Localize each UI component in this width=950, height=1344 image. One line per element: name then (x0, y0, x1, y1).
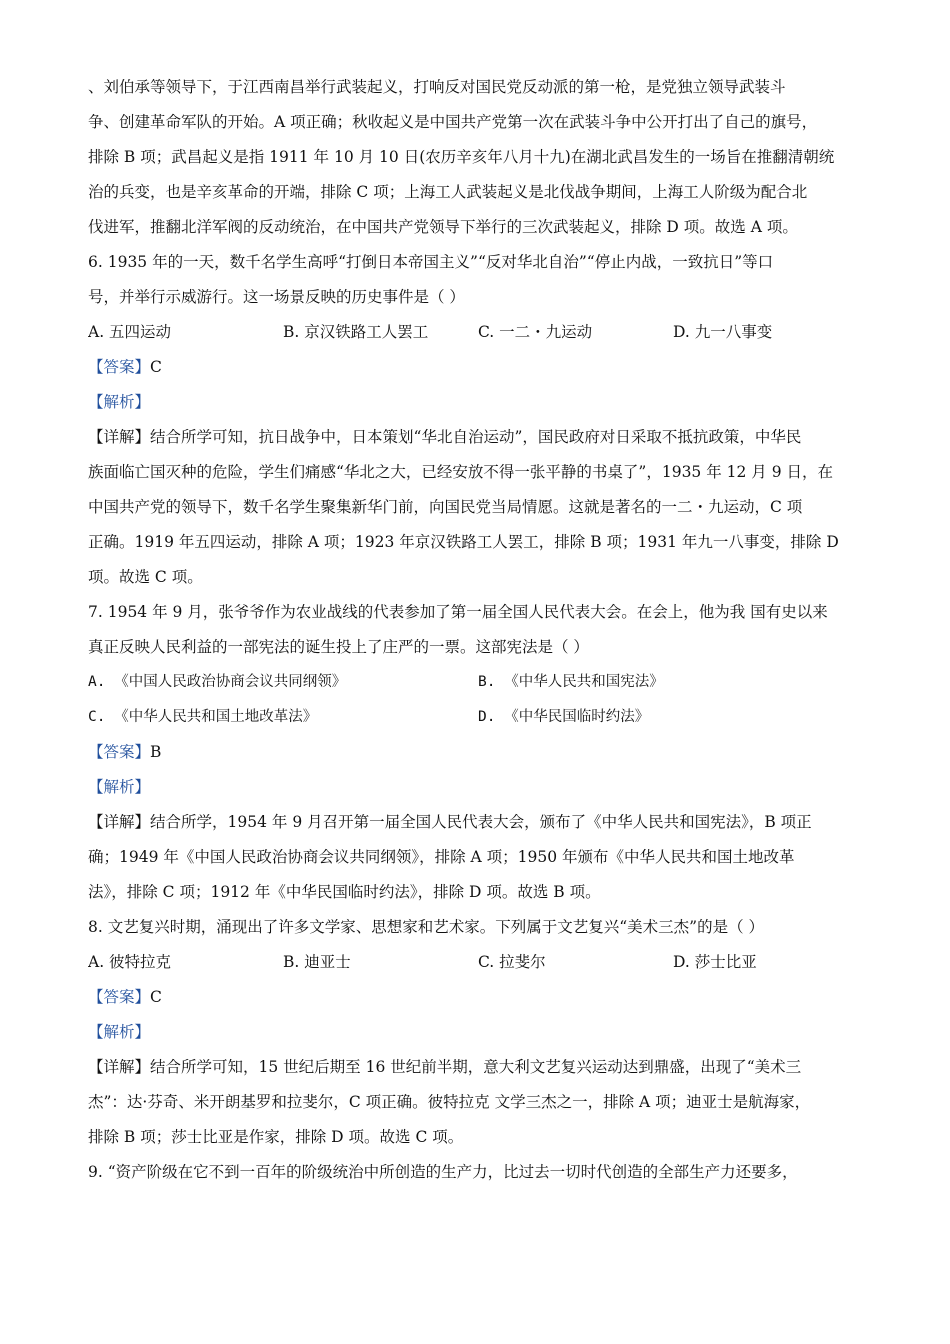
question-7 (88, 595, 868, 910)
detail-tag: 【详解】 (88, 1058, 151, 1076)
detail-line: 法》，排除 C 项；1912 年《中华民国临时约法》，排除 D 项。故选 B 项。 (88, 883, 601, 901)
answer-line (88, 980, 868, 1015)
question-9 (88, 1155, 868, 1190)
answer-value: C (150, 358, 162, 376)
question-stem: 6. 1935 年的一天，数千名学生高呼“打倒日本帝国主义”“反对华北自治”“停止内战，一致抗日”等口 (88, 253, 774, 271)
question-stem: 8. 文艺复兴时期，涌现出了许多文学家、思想家和艺术家。下列属于文艺复兴“美术三杰”的是（ ） (88, 918, 764, 936)
detail-text: 结合所学，1954 年 9 月召开第一届全国人民代表大会，颁布了《中华人民共和国宪法》，B 项正 (150, 813, 812, 831)
options-row (88, 665, 868, 700)
options-row (88, 315, 868, 350)
option-a: A. 五四运动 (88, 323, 172, 341)
options-row (88, 700, 868, 735)
text-line: 治的兵变，也是辛亥革命的开端，排除 C 项；上海工人武装起义是北伐战争期间，上海工人阶级为配合北 (88, 183, 808, 201)
analysis-tag: 【解析】 (88, 1023, 151, 1041)
answer-tag: 【答案】 (88, 743, 151, 761)
detail-text: 结合所学可知，抗日战争中，日本策划“华北自治运动”，国民政府对日采取不抵抗政策，中华民 (150, 428, 802, 446)
detail-line (88, 1050, 868, 1085)
detail-line: 族面临亡国灭种的危险，学生们痛感“华北之大，已经安放不得一张平静的书桌了”，1935 年 12 月 9 日，在 (88, 463, 834, 481)
answer-value: B (150, 743, 162, 761)
answer-tag: 【答案】 (88, 358, 151, 376)
detail-line: 杰”：达·芬奇、米开朗基罗和拉斐尔，C 项正确。彼特拉克 文学三杰之一，排除 A 项；迪亚士是航海家， (88, 1093, 811, 1111)
detail-tag: 【详解】 (88, 813, 151, 831)
detail-line: 排除 B 项；莎士比亚是作家，排除 D 项。故选 C 项。 (88, 1128, 464, 1146)
answer-tag: 【答案】 (88, 988, 151, 1006)
question-stem: 号，并举行示威游行。这一场景反映的历史事件是（ ） (88, 288, 465, 306)
detail-line (88, 805, 868, 840)
answer-line (88, 735, 868, 770)
analysis-tag: 【解析】 (88, 393, 151, 411)
option-a: A. 彼特拉克 (88, 953, 172, 971)
detail-line: 项。故选 C 项。 (88, 568, 203, 586)
document-page (88, 70, 868, 1190)
answer-value: C (150, 988, 162, 1006)
option-b: B. 迪亚士 (283, 953, 351, 971)
answer-line (88, 350, 868, 385)
option-d: D. 莎士比亚 (673, 953, 757, 971)
text-line: 争、创建革命军队的开始。A 项正确；秋收起义是中国共产党第一次在武装斗争中公开打出了自己的旗号， (88, 113, 818, 131)
question-stem: 7. 1954 年 9 月，张爷爷作为农业战线的代表参加了第一届全国人民代表大会。在会上，他为我 国有史以来 (88, 603, 828, 621)
option-d: D. 《中华民国临时约法》 (478, 709, 650, 725)
question-stem: 9. “资产阶级在它不到一百年的阶级统治中所创造的生产力，比过去一切时代创造的全部生产力还要多， (88, 1163, 798, 1181)
detail-line: 确；1949 年《中国人民政治协商会议共同纲领》，排除 A 项；1950 年颁布《中华人民共和国土地改革 (88, 848, 795, 866)
option-d: D. 九一八事变 (673, 323, 773, 341)
option-c: C. 拉斐尔 (478, 953, 546, 971)
question-8 (88, 910, 868, 1155)
detail-line (88, 420, 868, 455)
detail-tag: 【详解】 (88, 428, 151, 446)
detail-text: 结合所学可知，15 世纪后期至 16 世纪前半期，意大利文艺复兴运动达到鼎盛，出现了“美术三 (150, 1058, 802, 1076)
option-c: C. 一二・九运动 (478, 323, 593, 341)
detail-line: 正确。1919 年五四运动，排除 A 项；1923 年京汉铁路工人罢工，排除 B 项；1931 年九一八事变，排除 D (88, 533, 839, 551)
question-6 (88, 245, 868, 595)
q5-explanation-tail (88, 70, 868, 245)
question-stem: 真正反映人民利益的一部宪法的诞生投上了庄严的一票。这部宪法是（ ） (88, 638, 589, 656)
text-line: 、刘伯承等领导下，于江西南昌举行武装起义，打响反对国民党反动派的第一枪，是党独立领导武装斗 (88, 78, 786, 96)
text-line: 伐进军，推翻北洋军阀的反动统治，在中国共产党领导下举行的三次武装起义，排除 D 项。故选 A 项。 (88, 218, 798, 236)
option-a: A. 《中国人民政治协商会议共同纲领》 (88, 674, 347, 690)
detail-line: 中国共产党的领导下，数千名学生聚集新华门前，向国民党当局情愿。这就是著名的一二・九运动，C 项 (88, 498, 803, 516)
text-line: 排除 B 项；武昌起义是指 1911 年 10 月 10 日(农历辛亥年八月十九)在湖北武昌发生的一场旨在推翻清朝统 (88, 148, 835, 166)
options-row (88, 945, 868, 980)
option-b: B. 《中华人民共和国宪法》 (478, 674, 664, 690)
option-b: B. 京汉铁路工人罢工 (283, 323, 429, 341)
option-c: C. 《中华人民共和国土地改革法》 (88, 709, 318, 725)
analysis-tag: 【解析】 (88, 778, 151, 796)
